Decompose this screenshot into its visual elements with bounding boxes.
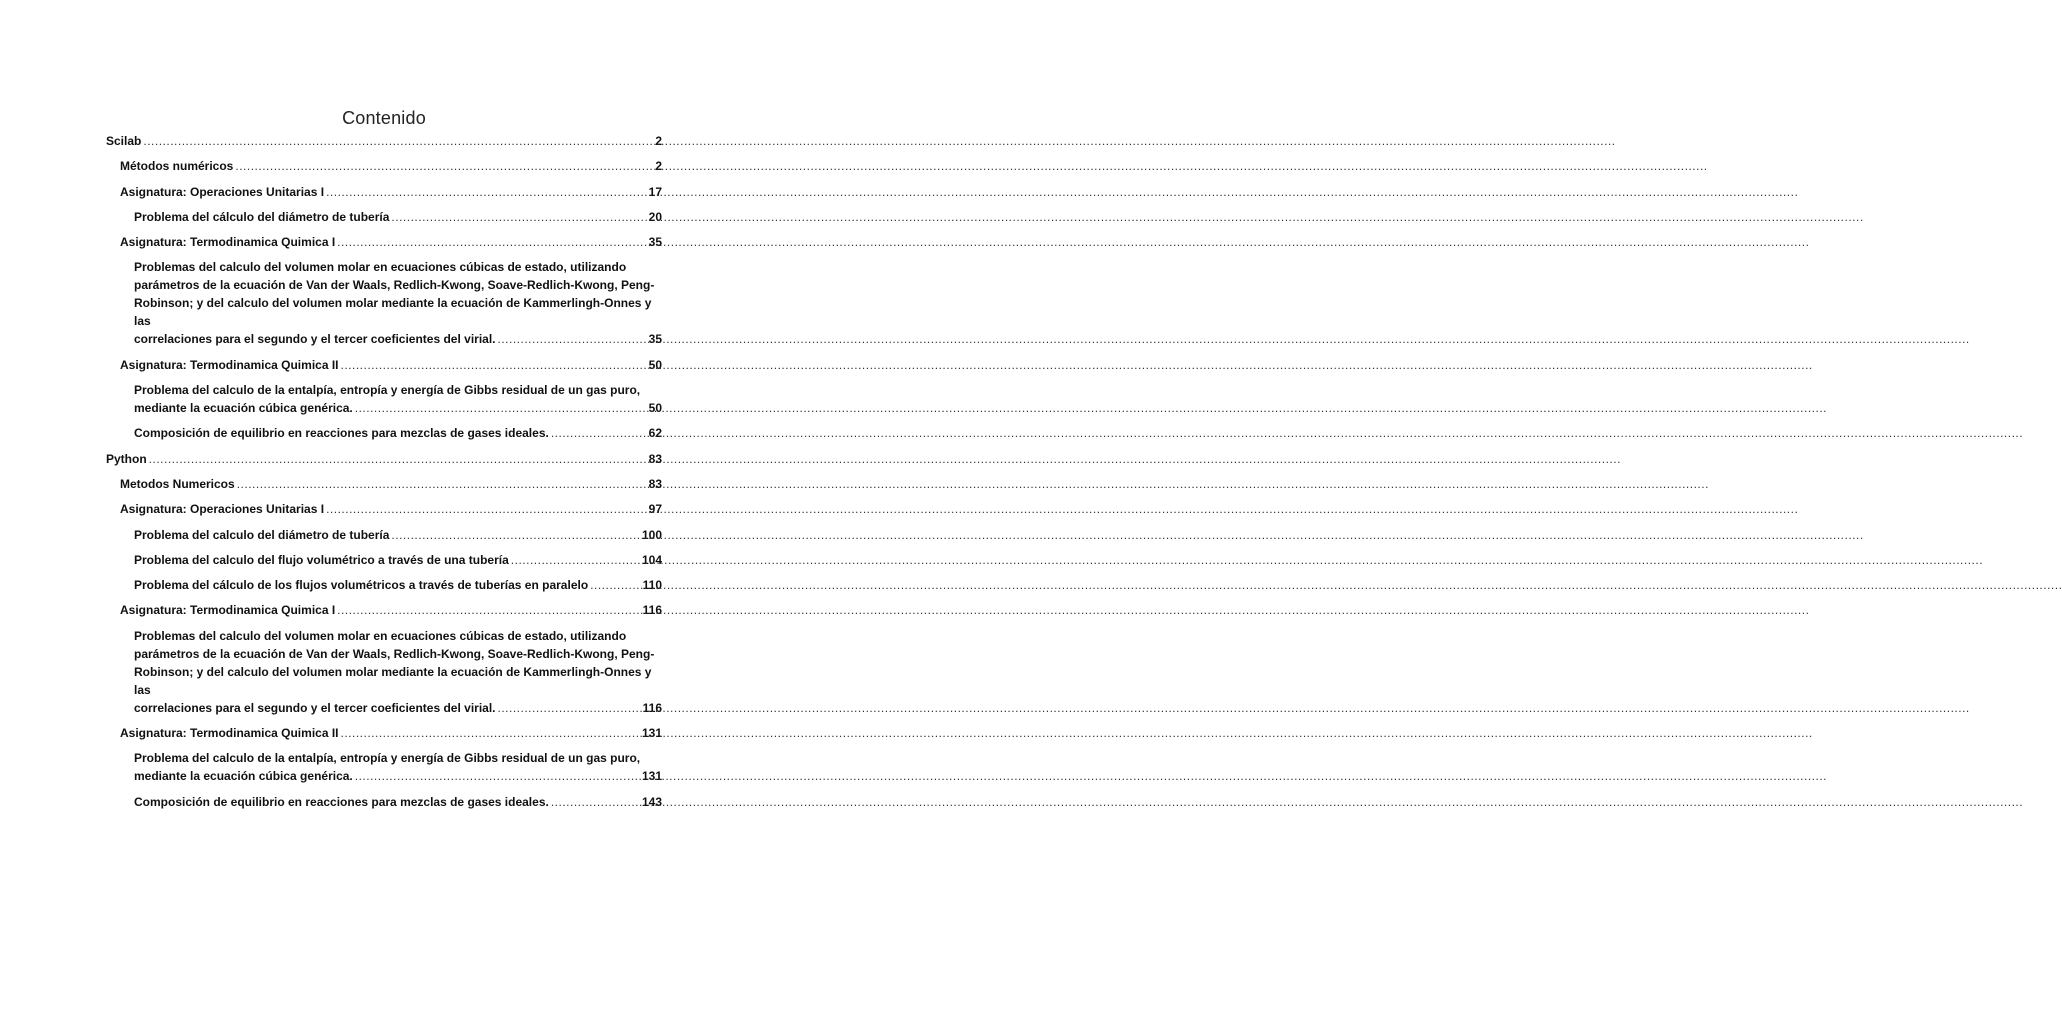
toc-entry-row bbox=[120, 183, 662, 201]
toc-entry-row bbox=[134, 526, 662, 544]
toc-page-number: 50 bbox=[648, 357, 662, 372]
dot-leader bbox=[511, 551, 640, 569]
toc-entry-text: Problema del cálculo del diámetro de tubería bbox=[134, 209, 390, 224]
toc-entry-row bbox=[134, 330, 662, 348]
toc-entry[interactable] bbox=[120, 233, 662, 251]
dot-leader bbox=[355, 399, 647, 417]
dot-leader bbox=[551, 793, 640, 811]
toc-entry-text: Asignatura: Termodinamica Quimica II bbox=[120, 726, 339, 741]
toc-entry-text: Python bbox=[106, 451, 147, 466]
toc-entry-text-line: Problemas del calculo del volumen molar en ecuaciones cúbicas de estado, utilizando bbox=[134, 260, 627, 275]
dot-leader bbox=[326, 183, 647, 201]
toc-page-number: 116 bbox=[642, 603, 662, 618]
toc-entry-text: mediante la ecuación cúbica genérica. bbox=[134, 401, 353, 416]
toc-entry[interactable] bbox=[120, 601, 662, 619]
toc-entry-text: correlaciones para el segundo y el tercer coeficientes del virial. bbox=[134, 332, 496, 347]
toc-entry[interactable] bbox=[120, 724, 662, 742]
toc-entry-text-line: Problema del calculo de la entalpía, entropía y energía de Gibbs residual de un gas puro, bbox=[134, 751, 641, 766]
toc-page-number: 2 bbox=[655, 159, 662, 174]
toc-entry-text: Problema del cálculo de los flujos volumétricos a través de tuberías en paralelo bbox=[134, 578, 589, 593]
dot-leader bbox=[341, 356, 647, 374]
toc-page-number: 50 bbox=[648, 401, 662, 416]
toc-entry-text: Asignatura: Operaciones Unitarias I bbox=[120, 184, 325, 199]
toc-entry[interactable] bbox=[120, 356, 662, 374]
toc-entry-text: Problema del calculo del flujo volumétrico a través de una tubería bbox=[134, 552, 509, 567]
toc-entry[interactable] bbox=[134, 576, 662, 594]
toc-page-number: 116 bbox=[642, 700, 662, 715]
toc-page-number: 100 bbox=[641, 527, 662, 542]
dot-leader bbox=[498, 699, 641, 717]
toc-entry[interactable] bbox=[134, 381, 662, 417]
dot-leader bbox=[337, 233, 646, 251]
toc-entry-text: mediante la ecuación cúbica genérica. bbox=[134, 769, 353, 784]
toc-page-number: 131 bbox=[641, 769, 662, 784]
toc-page-number: 35 bbox=[648, 332, 662, 347]
toc-entry-row bbox=[134, 576, 662, 594]
dot-leader bbox=[355, 767, 640, 785]
dot-leader bbox=[551, 424, 647, 442]
toc-page-number: 110 bbox=[642, 578, 662, 593]
toc-entry[interactable] bbox=[134, 424, 662, 442]
toc-page-number: 143 bbox=[641, 794, 662, 809]
toc-entry-text: Scilab bbox=[106, 134, 142, 148]
toc-entry-row bbox=[120, 233, 662, 251]
toc-entry-text: correlaciones para el segundo y el tercer coeficientes del virial. bbox=[134, 700, 496, 715]
toc-entry-row bbox=[106, 132, 662, 150]
toc-entry-text: Composición de equilibrio en reacciones para mezclas de gases ideales. bbox=[134, 794, 549, 809]
toc-entry-row bbox=[120, 601, 662, 619]
dot-leader bbox=[498, 330, 647, 348]
toc-entry-text: Composición de equilibrio en reacciones para mezclas de gases ideales. bbox=[134, 426, 549, 441]
toc-entry-row bbox=[134, 424, 662, 442]
toc-entry[interactable] bbox=[134, 793, 662, 811]
toc-entry-row bbox=[120, 356, 662, 374]
toc-entry[interactable] bbox=[134, 208, 662, 226]
dot-leader bbox=[149, 450, 647, 468]
toc-entry-row bbox=[120, 475, 662, 493]
toc-entry-text: Asignatura: Termodinamica Quimica II bbox=[120, 357, 339, 372]
toc-page-number: 17 bbox=[648, 184, 662, 199]
toc-entry-text-line: Robinson; y del calculo del volumen molar mediante la ecuación de Kammerlingh-Onnes y las bbox=[134, 296, 652, 329]
toc-entry-row bbox=[134, 551, 662, 569]
toc-entry-row bbox=[134, 767, 662, 785]
toc-entry[interactable] bbox=[120, 475, 662, 493]
toc-entry[interactable] bbox=[106, 132, 662, 150]
toc-page-number: 62 bbox=[648, 426, 662, 441]
toc-entry[interactable] bbox=[134, 258, 662, 348]
toc-entry-text-line: Robinson; y del calculo del volumen molar mediante la ecuación de Kammerlingh-Onnes y las bbox=[134, 664, 652, 697]
dot-leader bbox=[237, 475, 647, 493]
toc-entry-text: Asignatura: Termodinamica Quimica I bbox=[120, 235, 336, 250]
toc-entry-row bbox=[134, 208, 662, 226]
toc-page-number: 97 bbox=[648, 502, 662, 517]
toc-entry[interactable] bbox=[134, 749, 662, 785]
dot-leader bbox=[341, 724, 640, 742]
toc-entry[interactable] bbox=[120, 157, 662, 175]
dot-leader bbox=[391, 526, 640, 544]
toc-page-number: 35 bbox=[648, 235, 662, 250]
dot-leader bbox=[337, 601, 640, 619]
table-of-contents bbox=[106, 132, 662, 818]
toc-entry[interactable] bbox=[134, 627, 662, 717]
toc-page-number: 83 bbox=[648, 476, 662, 491]
toc-entry-row bbox=[120, 500, 662, 518]
document-page bbox=[0, 0, 768, 1024]
toc-entry-row bbox=[134, 699, 662, 717]
toc-page-number: 104 bbox=[641, 552, 662, 567]
dot-leader bbox=[391, 208, 646, 226]
toc-entry[interactable] bbox=[134, 551, 662, 569]
toc-entry-text-line: Problemas del calculo del volumen molar en ecuaciones cúbicas de estado, utilizando bbox=[134, 628, 627, 643]
toc-entry-text: Metodos Numericos bbox=[120, 476, 235, 491]
toc-entry-text: Problema del calculo del diámetro de tubería bbox=[134, 527, 390, 542]
toc-entry-text: Métodos numéricos bbox=[120, 159, 234, 174]
toc-entry-row bbox=[120, 724, 662, 742]
toc-title: Contenido bbox=[342, 108, 426, 128]
toc-entry-text: Asignatura: Termodinamica Quimica I bbox=[120, 603, 336, 618]
dot-leader bbox=[590, 576, 640, 594]
toc-entry-text-line: parámetros de la ecuación de Van der Waals, Redlich-Kwong, Soave-Redlich-Kwong, Peng- bbox=[134, 646, 655, 661]
toc-entry[interactable] bbox=[106, 450, 662, 468]
toc-page-number: 131 bbox=[641, 726, 662, 741]
dot-leader bbox=[326, 500, 647, 518]
toc-entry-row bbox=[134, 399, 662, 417]
toc-page-number: 20 bbox=[648, 209, 662, 224]
toc-page-number: 2 bbox=[655, 134, 662, 148]
toc-page-number: 83 bbox=[648, 451, 662, 466]
toc-entry[interactable] bbox=[120, 183, 662, 201]
dot-leader bbox=[143, 132, 653, 150]
toc-entry-text: Asignatura: Operaciones Unitarias I bbox=[120, 502, 325, 517]
toc-entry[interactable] bbox=[120, 500, 662, 518]
toc-entry[interactable] bbox=[134, 526, 662, 544]
toc-entry-text-line: Problema del calculo de la entalpía, entropía y energía de Gibbs residual de un gas puro, bbox=[134, 383, 641, 398]
toc-entry-row bbox=[134, 793, 662, 811]
dot-leader bbox=[235, 157, 653, 175]
toc-entry-row bbox=[106, 450, 662, 468]
toc-entry-text-line: parámetros de la ecuación de Van der Waals, Redlich-Kwong, Soave-Redlich-Kwong, Peng- bbox=[134, 278, 655, 293]
toc-entry-row bbox=[120, 157, 662, 175]
